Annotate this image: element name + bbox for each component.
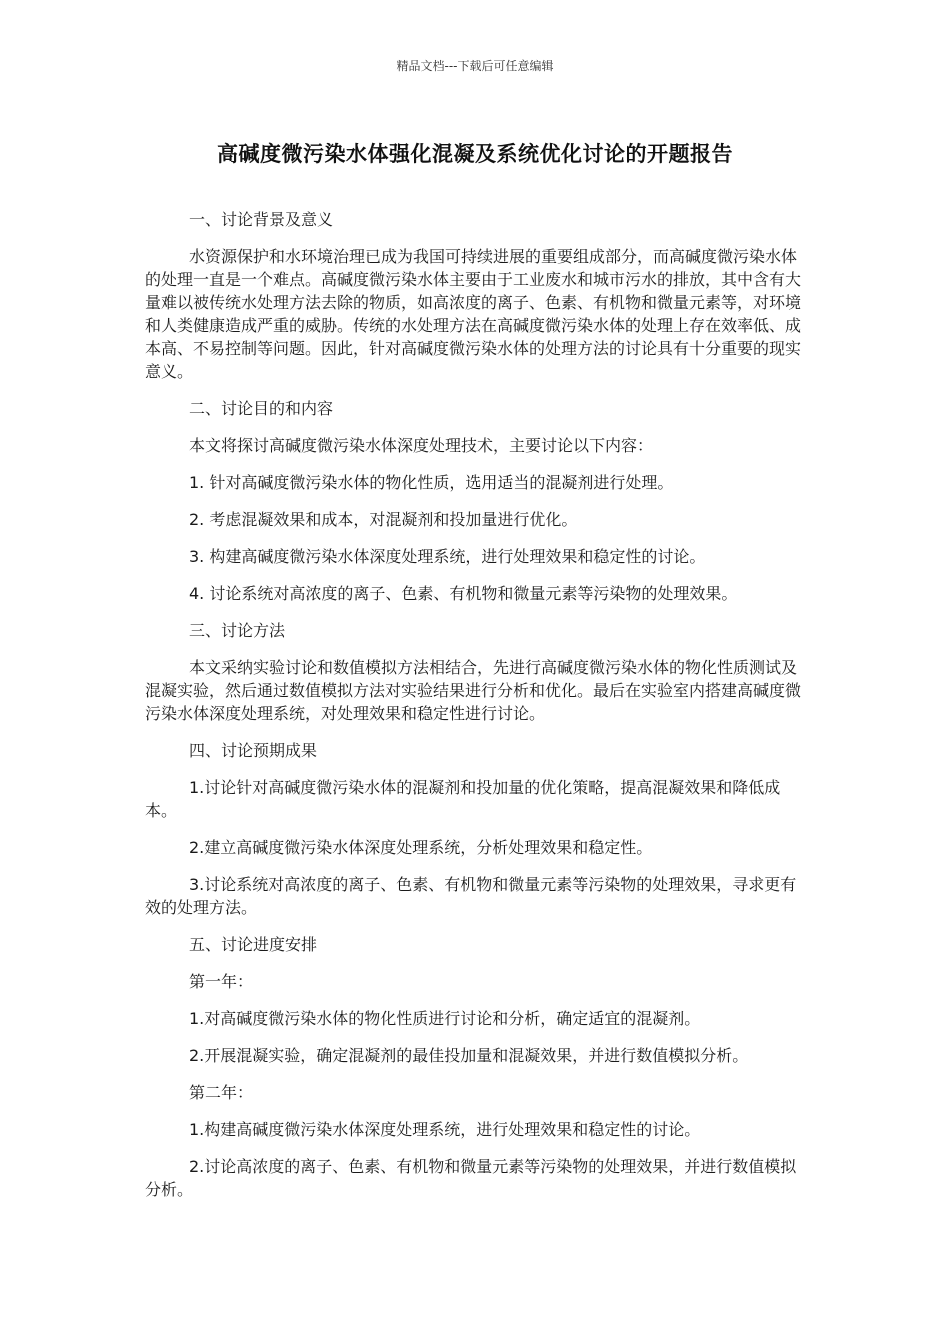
list-item: 4. 讨论系统对高浓度的离子、色素、有机物和微量元素等污染物的处理效果。	[189, 584, 738, 603]
list-item: 3.讨论系统对高浓度的离子、色素、有机物和微量元素等污染物的处理效果，寻求更有效的处理方法。	[145, 875, 797, 917]
list-item: 1.对高碱度微污染水体的物化性质进行讨论和分析，确定适宜的混凝剂。	[189, 1009, 701, 1028]
paragraph: 本文将探讨高碱度微污染水体深度处理技术，主要讨论以下内容：	[189, 436, 654, 455]
list-item: 3. 构建高碱度微污染水体深度处理系统，进行处理效果和稳定性的讨论。	[189, 547, 706, 566]
list-item: 2.开展混凝实验，确定混凝剂的最佳投加量和混凝效果，并进行数值模拟分析。	[189, 1046, 749, 1065]
document-title: 高碱度微污染水体强化混凝及系统优化讨论的开题报告	[217, 142, 733, 166]
section-heading: 四、讨论预期成果	[189, 741, 318, 760]
list-item: 1.讨论针对高碱度微污染水体的混凝剂和投加量的优化策略，提高混凝效果和降低成本。	[145, 778, 781, 820]
section-heading: 一、讨论背景及意义	[189, 210, 334, 229]
list-item: 2. 考虑混凝效果和成本，对混凝剂和投加量进行优化。	[189, 510, 578, 529]
section-heading: 五、讨论进度安排	[189, 935, 318, 954]
list-item: 1. 针对高碱度微污染水体的物化性质，选用适当的混凝剂进行处理。	[189, 473, 674, 492]
section-heading: 二、讨论目的和内容	[189, 399, 334, 418]
list-item: 2.建立高碱度微污染水体深度处理系统，分析处理效果和稳定性。	[189, 838, 653, 857]
document-body	[145, 208, 807, 1201]
paragraph: 第二年：	[189, 1083, 254, 1102]
list-item: 2.讨论高浓度的离子、色素、有机物和微量元素等污染物的处理效果，并进行数值模拟分析。	[145, 1157, 797, 1199]
page-header: 精品文档---下载后可任意编辑	[396, 59, 554, 73]
paragraph: 本文采纳实验讨论和数值模拟方法相结合，先进行高碱度微污染水体的物化性质测试及混凝实验，然后通过数值模拟方法对实验结果进行分析和优化。最后在实验室内搭建高碱度微污染水体深度处理系统，对处理效果和稳定性进行讨论。	[145, 658, 802, 723]
paragraph: 第一年：	[189, 972, 254, 991]
list-item: 1.构建高碱度微污染水体深度处理系统，进行处理效果和稳定性的讨论。	[189, 1120, 701, 1139]
section-heading: 三、讨论方法	[189, 621, 286, 640]
paragraph: 水资源保护和水环境治理已成为我国可持续进展的重要组成部分，而高碱度微污染水体的处理一直是一个难点。高碱度微污染水体主要由于工业废水和城市污水的排放，其中含有大量难以被传统水处理方法去除的物质，如高浓度的离子、色素、有机物和微量元素等，对环境和人类健康造成严重的威胁。传统的水处理方法在高碱度微污染水体的处理上存在效率低、成本高、不易控制等问题。因此，针对高碱度微污染水体的处理方法的讨论具有十分重要的现实意义。	[145, 247, 802, 381]
